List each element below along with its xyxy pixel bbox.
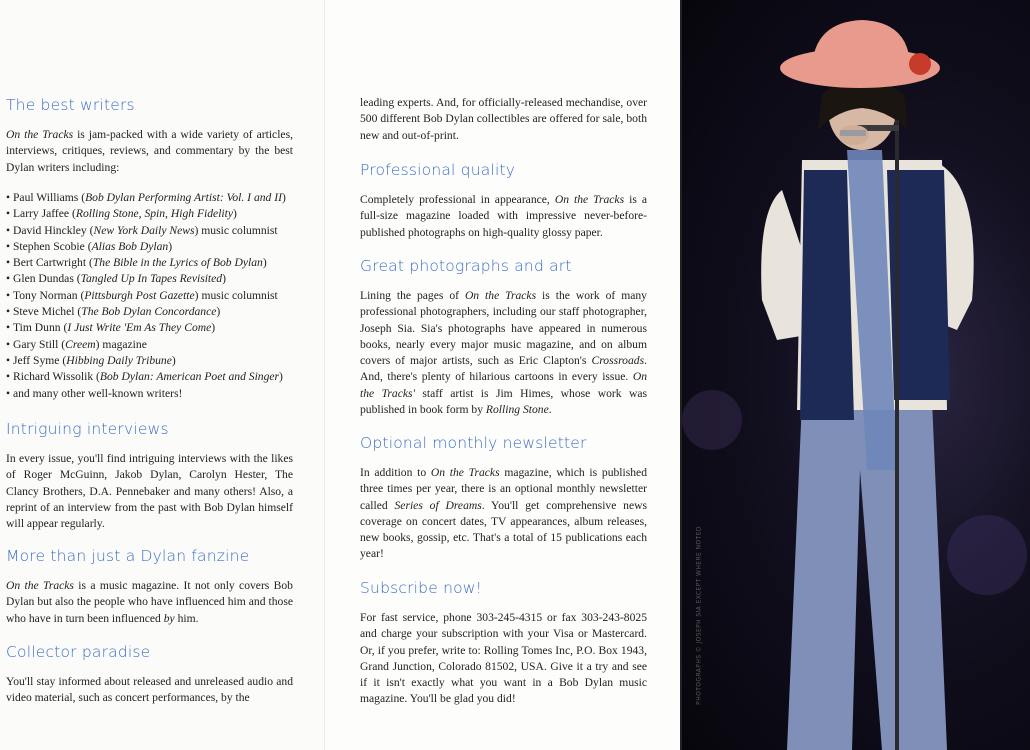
writer-source: I Just Write 'Em As They Come <box>67 321 212 335</box>
heading-newsletter: Optional monthly newsletter <box>360 434 587 452</box>
collector-text-continued: leading experts. And, for officially-released mechandise, over 500 different Bob Dylan collectibles are offered for sale, both new and out-of-print. <box>360 96 647 142</box>
middle-panel <box>325 0 682 750</box>
writer-item: • Glen Dundas (Tangled Up In Tapes Revisited) <box>6 271 306 287</box>
writers-list <box>6 190 306 402</box>
writer-source: Creem <box>65 337 96 351</box>
writer-name: Bert Cartwright <box>12 256 87 270</box>
writer-source: Hibbing Daily Tribune <box>66 353 172 367</box>
heading-fanzine: More than just a Dylan fanzine <box>6 547 250 565</box>
writer-item: • Larry Jaffee (Rolling Stone, Spin, High Fidelity) <box>6 206 306 222</box>
writer-name: Tony Norman <box>12 288 78 302</box>
writer-name: Stephen Scobie <box>12 239 85 253</box>
writer-item: • Steve Michel (The Bob Dylan Concordance) <box>6 304 306 320</box>
heading-interviews: Intriguing interviews <box>6 420 169 438</box>
photographs-text: Lining the pages of On the Tracks is the work of many professional photographers, including our staff photographer, Joseph Sia. Sia's photographs have appeared in numerous books, nearly every major music magazine, and on album covers of major artists, such as Eric Clapton's Crossroads. And, there's plenty of hilarious cartoons in every issue. On the Tracks' staff artist is Jim Himes, whose work was published in book form by Rolling Stone. <box>360 289 647 417</box>
writer-source: Tangled Up In Tapes Revisited <box>80 272 223 286</box>
newsletter-text: In addition to On the Tracks magazine, which is published three times per year, there is an optional monthly newsletter called Series of Dreams. You'll get comprehensive news coverage on concert dates, TV appearances, album releases, new books, gossip, etc. That's a total of 15 publications each year! <box>360 466 647 561</box>
best-writers-text: On the Tracks is jam-packed with a wide variety of articles, interviews, critiques, reviews, and commentary by the best Dylan writers including: <box>6 128 293 174</box>
writer-source: The Bob Dylan Concordance <box>81 305 217 319</box>
interviews-text: In every issue, you'll find intriguing interviews with the likes of Roger McGuinn, Jakob Dylan, Carolyn Hester, The Clancy Brothers, D.A. Pennebaker and many others! Also, a reprint of an interview from the past with Bob Dylan himself will appear regularly. <box>6 452 293 531</box>
collector-text: You'll stay informed about released and unreleased audio and video material, such as concert performances, by the <box>6 675 293 705</box>
heading-photographs: Great photographs and art <box>360 257 572 275</box>
performer-illustration <box>682 0 1030 750</box>
writer-name: Tim Dunn <box>12 321 61 335</box>
quality-text: Completely professional in appearance, On the Tracks is a full-size magazine loaded with impressive never-before-published photographs on high-quality glossy paper. <box>360 193 647 239</box>
subscribe-text: For fast service, phone 303-245-4315 or fax 303-243-8025 and charge your subscription with your Visa or Mastercard. Or, if you prefer, write to: Rolling Tomes Inc, P.O. Box 1943, Grand Junction, Colorado 81502, USA. Give it a try and see if it isn't exactly what you want in a Bob Dylan music magazine. You'll be glad you did! <box>360 611 647 706</box>
writers-more: • and many other well-known writers! <box>6 386 306 402</box>
writer-item: • Bert Cartwright (The Bible in the Lyrics of Bob Dylan) <box>6 255 306 271</box>
left-panel <box>0 0 325 750</box>
writer-item: • Tim Dunn (I Just Write 'Em As They Come) <box>6 320 306 336</box>
fanzine-text: On the Tracks is a music magazine. It not only covers Bob Dylan but also the people who have influenced him and those who have in turn been influenced by him. <box>6 579 293 625</box>
writer-item: • Gary Still (Creem) magazine <box>6 337 306 353</box>
writer-source: The Bible in the Lyrics of Bob Dylan <box>92 256 263 270</box>
heading-quality: Professional quality <box>360 161 516 179</box>
writer-note: music columnist <box>198 223 278 237</box>
writer-name: Gary Still <box>12 337 59 351</box>
writer-source: Pittsburgh Post Gazette <box>84 288 195 302</box>
photo-credit: PHOTOGRAPHS © JOSEPH SIA EXCEPT WHERE NOTED <box>695 526 703 705</box>
writer-item: • Richard Wissolik (Bob Dylan: American Poet and Singer) <box>6 369 306 385</box>
writer-source: Rolling Stone, Spin, High Fidelity <box>75 207 233 221</box>
writer-item: • Stephen Scobie (Alias Bob Dylan) <box>6 239 306 255</box>
writer-item: • Jeff Syme (Hibbing Daily Tribune) <box>6 353 306 369</box>
writer-name: Jeff Syme <box>12 353 60 367</box>
writer-note: music columnist <box>198 288 278 302</box>
writer-note: magazine <box>99 337 147 351</box>
writer-item: • David Hinckley (New York Daily News) music columnist <box>6 223 306 239</box>
writer-name: Richard Wissolik <box>12 370 94 384</box>
writer-name: Paul Williams <box>12 191 79 204</box>
writer-source: Bob Dylan Performing Artist: Vol. I and II <box>85 191 282 204</box>
writer-item: • Tony Norman (Pittsburgh Post Gazette) music columnist <box>6 288 306 304</box>
writer-name: Larry Jaffee <box>12 207 70 221</box>
writer-source: New York Daily News <box>93 223 195 237</box>
magazine-title: On the Tracks <box>6 128 74 141</box>
heading-collector: Collector paradise <box>6 643 151 661</box>
writer-name: Glen Dundas <box>12 272 74 286</box>
writer-source: Bob Dylan: American Poet and Singer <box>99 370 280 384</box>
writer-name: Steve Michel <box>12 305 75 319</box>
writer-source: Alias Bob Dylan <box>91 239 169 253</box>
heading-best-writers: The best writers <box>6 96 135 114</box>
writer-item: • Paul Williams (Bob Dylan Performing Artist: Vol. I and II) <box>6 190 306 206</box>
heading-subscribe: Subscribe now! <box>360 579 483 597</box>
writer-name: David Hinckley <box>12 223 87 237</box>
concert-photo <box>682 0 1030 750</box>
